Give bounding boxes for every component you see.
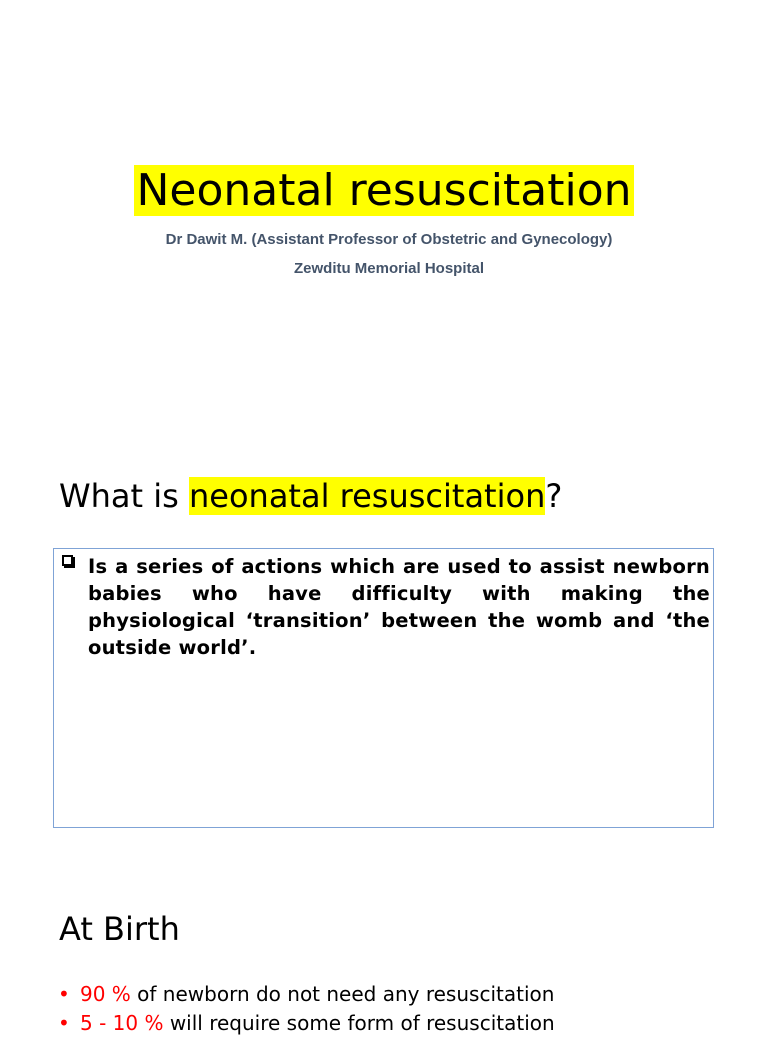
slide-title: [0, 162, 768, 220]
question-highlight: neonatal resuscitation: [188, 477, 546, 515]
author-line: Dr Dawit M. (Assistant Professor of Obstetric and Gynecology): [165, 231, 613, 248]
institution-line: Zewditu Memorial Hospital: [293, 260, 485, 277]
list-item-text: will require some form of resuscitation: [163, 1011, 555, 1035]
question-suffix: ?: [545, 477, 563, 515]
list-item-value: 90 %: [80, 982, 131, 1006]
question-prefix: What is: [59, 477, 189, 515]
at-birth-list: [58, 980, 555, 1038]
definition-text: Is a series of actions which are used to assist newborn babies who have difficulty with making the physiological ‘transition’ between the womb and ‘the outside world’.: [88, 555, 710, 659]
bullet-icon: •: [58, 982, 70, 1006]
at-birth-heading: At Birth: [59, 910, 180, 948]
list-item-value: 5 - 10 %: [80, 1011, 164, 1035]
bullet-icon: •: [58, 1011, 70, 1035]
checkbox-bullet-icon: [62, 555, 73, 566]
list-item: [58, 980, 555, 1009]
list-item-text: of newborn do not need any resuscitation: [130, 982, 555, 1006]
definition-box: [53, 548, 714, 828]
slide-title-text: Neonatal resuscitation: [136, 165, 632, 216]
question-heading: [59, 474, 562, 518]
